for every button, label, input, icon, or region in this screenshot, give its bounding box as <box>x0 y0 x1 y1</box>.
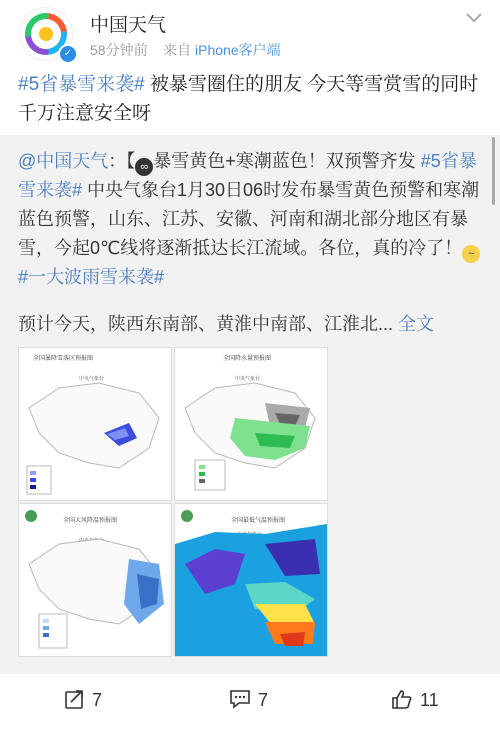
repost-button[interactable] <box>64 688 102 711</box>
source-prefix: 来自 <box>163 42 192 58</box>
action-bar <box>0 673 500 730</box>
repost-part1: 暴雪黄色+寒潮蓝色！双预警齐发 <box>153 151 421 171</box>
repost-hashtag-2[interactable]: #一大波雨雪来袭# <box>18 267 165 287</box>
repost-mention[interactable]: @中国天气 <box>18 151 109 171</box>
like-icon <box>390 688 414 710</box>
post-hashtag[interactable]: #5省暴雪来袭# <box>18 74 145 95</box>
repost-part2: 中央气象台1月30日06时发布暴雪黄色预警和寒潮蓝色预警，山东、江苏、安徽、河南和湖北部分地区有暴雪，今起0℃线将逐渐抵达长江流域。各位，真的冷了！ <box>18 180 480 258</box>
comment-button[interactable] <box>228 688 268 711</box>
map-title: 全国大风降温预报图 <box>63 518 118 524</box>
repost-preview <box>18 310 434 336</box>
post-time: 58分钟前 <box>90 42 148 58</box>
verified-badge-icon: ✓ <box>58 44 78 64</box>
post-header <box>0 0 500 68</box>
post-meta <box>90 40 281 60</box>
full-text-link[interactable]: 全文 <box>398 314 435 334</box>
map-image-precipitation[interactable] <box>174 347 328 501</box>
post-source[interactable]: iPhone客户端 <box>195 42 281 58</box>
comment-icon <box>228 688 252 710</box>
like-count: 11 <box>420 690 439 710</box>
repost-hashtag-1[interactable]: #5省暴雪来袭# <box>18 151 477 200</box>
repost-sep: ：【 <box>108 151 136 171</box>
cold-face-emoji-icon: ~ <box>462 245 480 263</box>
repost-count: 7 <box>92 690 103 710</box>
map-image-wind-cooling[interactable] <box>18 503 172 657</box>
map-image-snowfall[interactable] <box>18 347 172 501</box>
reposted-content[interactable] <box>0 135 500 673</box>
comment-count: 7 <box>258 690 269 710</box>
map-agency: 中央气象台 <box>79 376 105 382</box>
like-button[interactable] <box>390 688 439 711</box>
preview-text: 预计今天，陕西东南部、黄淮中南部、江淮北... <box>18 314 394 334</box>
map-title: 全国最低气温预报图 <box>231 518 286 524</box>
scrollbar[interactable] <box>492 137 495 205</box>
repost-text <box>18 147 484 292</box>
map-agency: 中央气象台 <box>235 376 261 382</box>
map-title: 全国暴降雪落区预报图 <box>33 356 94 362</box>
post-body: 被暴雪圈住的朋友 今天等雪赏雪的同时千万注意安全呀 <box>18 74 479 124</box>
map-title: 全国降水量预报图 <box>223 356 272 362</box>
emoji-icon: ∞ <box>135 158 153 176</box>
repost-icon <box>64 688 86 710</box>
post-text <box>18 70 488 128</box>
chevron-down-icon[interactable] <box>462 8 486 28</box>
account-name[interactable]: 中国天气 <box>90 15 167 36</box>
map-image-min-temperature[interactable] <box>174 503 328 657</box>
